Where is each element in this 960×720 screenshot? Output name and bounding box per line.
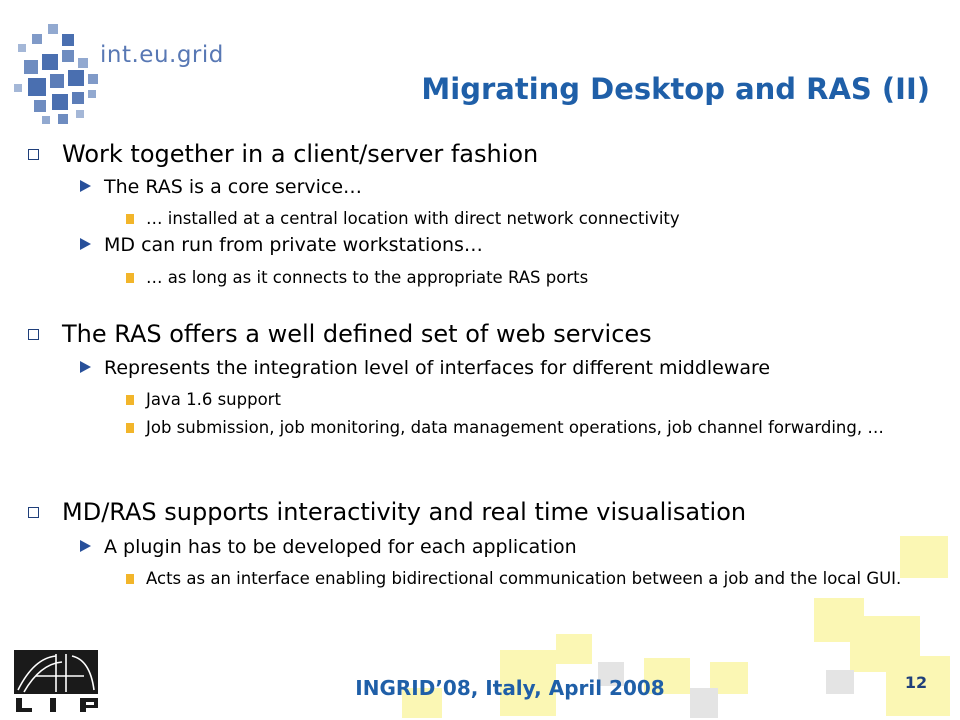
orange-bullet-icon [126,214,134,224]
triangle-bullet-icon [80,180,91,192]
grid-mosaic-logo-icon [14,20,344,130]
logo-text: int.eu.grid [100,42,224,68]
square-bullet-icon [28,149,39,160]
orange-bullet-icon [126,273,134,283]
orange-bullet-icon [126,574,134,584]
square-bullet-icon [28,329,39,340]
int-eu-grid-logo [14,20,344,130]
orange-bullet-icon [126,395,134,405]
lip-logo-icon [14,650,104,714]
triangle-bullet-icon [80,540,91,552]
slide-title: Migrating Desktop and RAS (II) [421,72,930,106]
page-number: 12 [904,673,928,692]
orange-bullet-icon [126,423,134,433]
triangle-bullet-icon [80,361,91,373]
footer-text: INGRID’08, Italy, April 2008 [355,676,665,700]
triangle-bullet-icon [80,238,91,250]
square-bullet-icon [28,507,39,518]
